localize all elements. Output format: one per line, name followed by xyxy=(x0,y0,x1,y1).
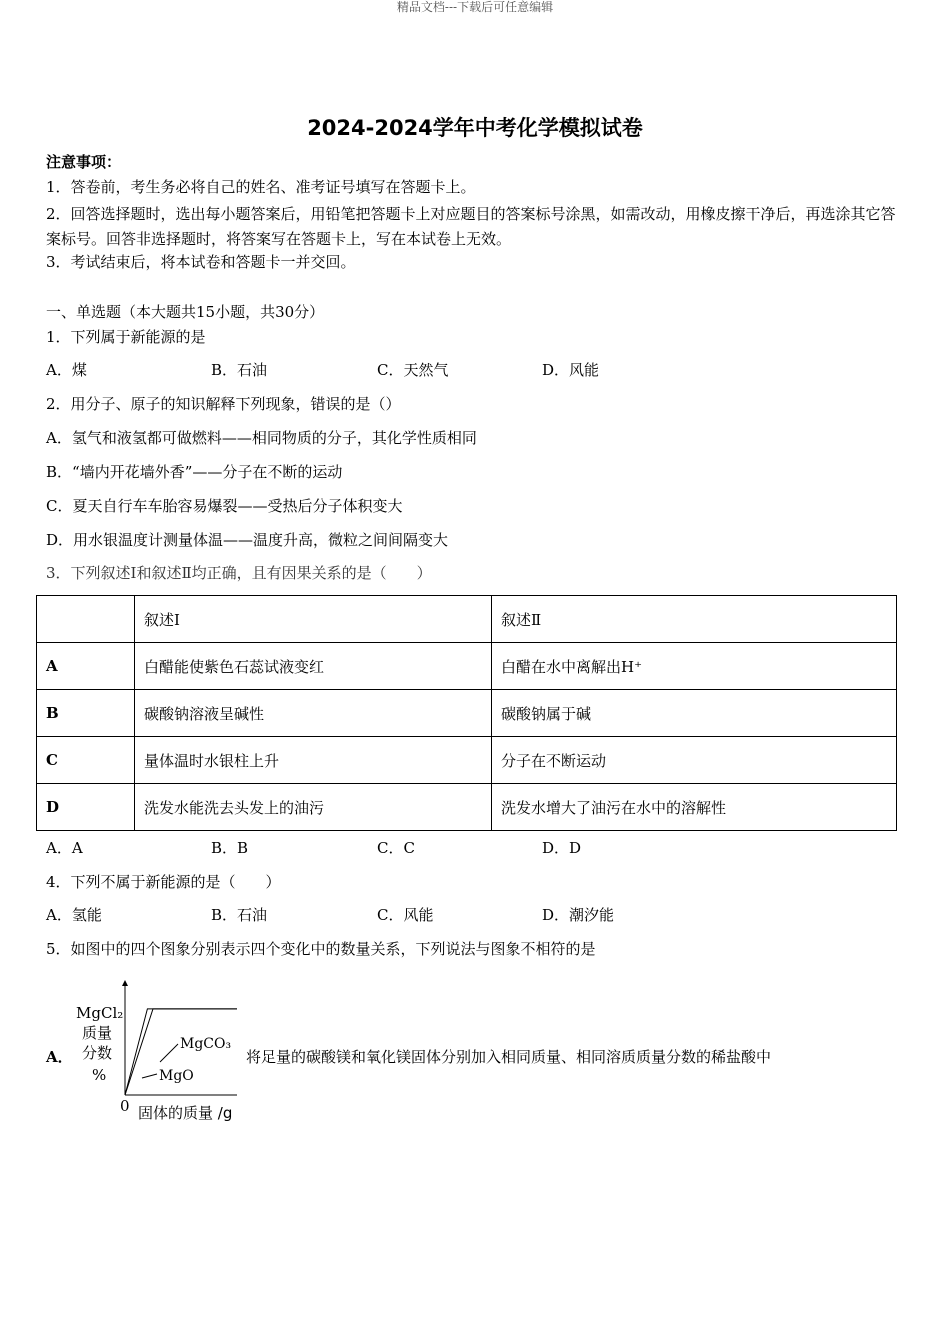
notice-item-3: 3．考试结束后，将本试卷和答题卡一并交回。 xyxy=(46,253,356,271)
table-row xyxy=(37,784,897,831)
q5-stem: 5．如图中的四个图象分别表示四个变化中的数量关系，下列说法与图象不相符的是 xyxy=(46,940,596,958)
q1-option-a[interactable]: A．煤 xyxy=(46,361,87,379)
q1-stem: 1．下列属于新能源的是 xyxy=(46,328,206,346)
y-axis-label-1: MgCl₂ xyxy=(76,1004,124,1022)
q3-stem: 3．下列叙述Ⅰ和叙述Ⅱ均正确，且有因果关系的是（ ） xyxy=(46,564,432,582)
q1-option-c[interactable]: C．天然气 xyxy=(377,361,449,379)
q1-option-d[interactable]: D．风能 xyxy=(542,361,600,379)
q4-option-b[interactable]: B．石油 xyxy=(211,906,268,924)
q2-option-c[interactable]: C．夏天自行车车胎容易爆裂——受热后分子体积变大 xyxy=(46,497,403,515)
table-cell: 白醋在水中离解出H⁺ xyxy=(492,643,897,690)
q2-option-a[interactable]: A．氢气和液氢都可做燃料——相同物质的分子，其化学性质相同 xyxy=(46,429,477,447)
table-cell: A xyxy=(37,643,135,690)
q3-option-a[interactable]: A．A xyxy=(46,839,83,857)
q5-option-a-label[interactable]: A． xyxy=(46,1048,73,1066)
q2-option-b[interactable]: B．“墙内开花墙外香”——分子在不断的运动 xyxy=(46,463,343,481)
table-cell: 碳酸钠溶液呈碱性 xyxy=(135,690,492,737)
q3-table xyxy=(36,595,897,831)
q4-option-c[interactable]: C．风能 xyxy=(377,906,434,924)
q3-option-d[interactable]: D．D xyxy=(542,839,582,857)
notice-item-2: 2．回答选择题时，选出每小题答案后，用铅笔把答题卡上对应题目的答案标号涂黑，如需改动，用橡皮擦干净后，再选涂其它答案标号。回答非选择题时，将答案写在答题卡上，写在本试卷上无效。 xyxy=(46,205,896,248)
table-cell: 碳酸钠属于碱 xyxy=(492,690,897,737)
page-title: 2024-2024学年中考化学模拟试卷 xyxy=(307,116,643,140)
q5-option-a-chart xyxy=(72,978,247,1128)
series-label-1: MgO xyxy=(159,1068,194,1084)
table-header-row xyxy=(37,596,897,643)
table-row xyxy=(37,643,897,690)
origin-label: 0 xyxy=(120,1097,130,1115)
table-header-cell: 叙述Ⅱ xyxy=(492,596,897,643)
watermark: 精品文档---下载后可任意编辑 xyxy=(396,0,554,14)
table-cell: C xyxy=(37,737,135,784)
y-axis-label-4: % xyxy=(92,1066,107,1084)
q4-option-d[interactable]: D．潮汐能 xyxy=(542,906,615,924)
q1-option-b[interactable]: B．石油 xyxy=(211,361,268,379)
table-header-cell: 叙述Ⅰ xyxy=(135,596,492,643)
table-row xyxy=(37,690,897,737)
notice-item-1: 1．答卷前，考生务必将自己的姓名、准考证号填写在答题卡上。 xyxy=(46,178,476,196)
notice-heading: 注意事项： xyxy=(46,153,122,171)
table-cell: 洗发水能洗去头发上的油污 xyxy=(135,784,492,831)
series-leader-line-1 xyxy=(142,1074,157,1078)
q2-option-d[interactable]: D．用水银温度计测量体温——温度升高，微粒之间间隔变大 xyxy=(46,531,449,549)
table-cell: 白醋能使紫色石蕊试液变红 xyxy=(135,643,492,690)
q4-option-a[interactable]: A．氢能 xyxy=(46,906,102,924)
x-axis-label: 固体的质量 /g xyxy=(138,1104,233,1122)
section-heading: 一、单选题（本大题共15小题，共30分） xyxy=(46,303,325,321)
table-row xyxy=(37,737,897,784)
series-label-0: MgCO₃ xyxy=(180,1036,232,1052)
y-axis-label-3: 分数 xyxy=(82,1044,113,1062)
q3-option-b[interactable]: B．B xyxy=(211,839,249,857)
q5-option-a-text: 将足量的碳酸镁和氧化镁固体分别加入相同质量、相同溶质质量分数的稀盐酸中 xyxy=(246,1048,772,1066)
table-cell: B xyxy=(37,690,135,737)
table-cell: D xyxy=(37,784,135,831)
table-cell: 分子在不断运动 xyxy=(492,737,897,784)
table-cell: 洗发水增大了油污在水中的溶解性 xyxy=(492,784,897,831)
series-layer xyxy=(125,1009,237,1095)
q3-option-c[interactable]: C．C xyxy=(377,839,415,857)
table-cell xyxy=(37,596,135,643)
series-leader-line-0 xyxy=(160,1044,178,1062)
table-cell: 量体温时水银柱上升 xyxy=(135,737,492,784)
y-axis-label-2: 质量 xyxy=(82,1024,113,1042)
q2-stem: 2．用分子、原子的知识解释下列现象，错误的是（） xyxy=(46,395,401,413)
q4-stem: 4．下列不属于新能源的是（ ） xyxy=(46,873,281,891)
